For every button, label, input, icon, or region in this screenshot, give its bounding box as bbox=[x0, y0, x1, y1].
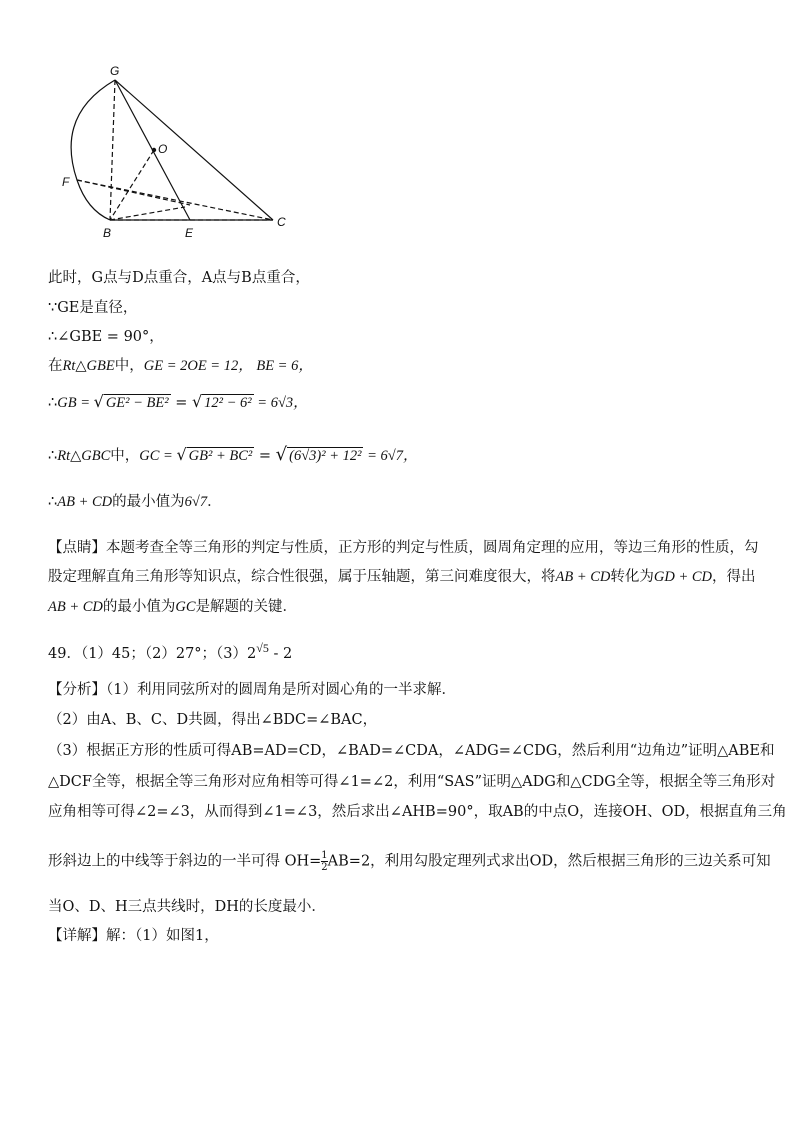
line-bf2 bbox=[110, 207, 185, 220]
geometry-figure bbox=[55, 55, 305, 245]
line-gc bbox=[115, 80, 273, 220]
analysis-line-2: （2）由A、B、C、D共圆，得出∠BDC=∠BAC， bbox=[48, 712, 378, 728]
analysis-line-7: 当O、D、H三点共线时，DH的长度最小． bbox=[48, 899, 326, 915]
label-f: F bbox=[62, 175, 70, 189]
line-7: ∴AB + CD的最小值为6√7． bbox=[48, 494, 222, 510]
dianjing-line-2: 股定理解直角三角形等知识点，综合性很强，属于压轴题，第三问难度很大，将AB + CD转化为GD + CD，得出 bbox=[48, 569, 756, 585]
point-o bbox=[152, 148, 156, 152]
arc-gfb bbox=[71, 80, 115, 220]
label-b: B bbox=[103, 226, 112, 240]
line-gb bbox=[110, 80, 115, 220]
line-2: ∵GE是直径， bbox=[48, 300, 138, 316]
line-fc bbox=[77, 180, 273, 220]
dianjing-line-1: 【点睛】本题考查全等三角形的判定与性质，正方形的判定与性质，圆周角定理的应用，等边三角形的性质，勾 bbox=[48, 540, 759, 556]
label-g: G bbox=[110, 64, 120, 78]
line-1: 此时，G点与D点重合，A点与B点重合， bbox=[48, 270, 310, 286]
label-c: C bbox=[277, 215, 286, 229]
line-3: ∴∠GBE = 90°， bbox=[48, 329, 164, 345]
line-fe bbox=[77, 180, 190, 205]
analysis-line-1: 【分析】（1）利用同弦所对的圆周角是所对圆心角的一半求解． bbox=[48, 682, 456, 698]
analysis-line-6: 形斜边上的中线等于斜边的一半可得 OH= $\frac{1}{2}$ AB=2，利用勾股定理列式求出OD，然后根据三角形的三边关系可知 bbox=[48, 850, 771, 873]
line-4: 在Rt△GBE中，GE = 2OE = 12， BE = 6， bbox=[48, 358, 313, 374]
label-o: O bbox=[158, 142, 168, 156]
dianjing-line-3: AB + CD的最小值为GC是解题的关键． bbox=[48, 599, 298, 615]
analysis-line-4: △DCF全等，根据全等三角形对应角相等可得∠1=∠2，利用“SAS”证明△ADG和△CDG全等，根据全等三角形对 bbox=[48, 774, 776, 790]
detail-line: 【详解】解：（1）如图1， bbox=[48, 928, 219, 944]
line-ob bbox=[110, 150, 154, 220]
analysis-line-5: 应角相等可得∠2=∠3，从而得到∠1=∠3，然后求出∠AHB=90°，取AB的中点O，连接OH、OD，根据直角三角 bbox=[48, 804, 787, 820]
label-e: E bbox=[185, 226, 194, 240]
line-5: ∴GB = √ GE² − BE² = √ 12² − 6² = 6√3， bbox=[48, 392, 308, 411]
analysis-line-3: （3）根据正方形的性质可得AB=AD=CD，∠BAD=∠CDA，∠ADG=∠CDG，然后利用“边角边”证明△ABE和 bbox=[48, 743, 775, 759]
line-6: ∴Rt△GBC中，GC = √ GB² + BC² = √ (6√3)² + 12² = 6√7， bbox=[48, 444, 418, 465]
question-49-answer: 49．（1）45；（2）27°；$(3)2^{√5} - 2$ bbox=[48, 641, 293, 662]
